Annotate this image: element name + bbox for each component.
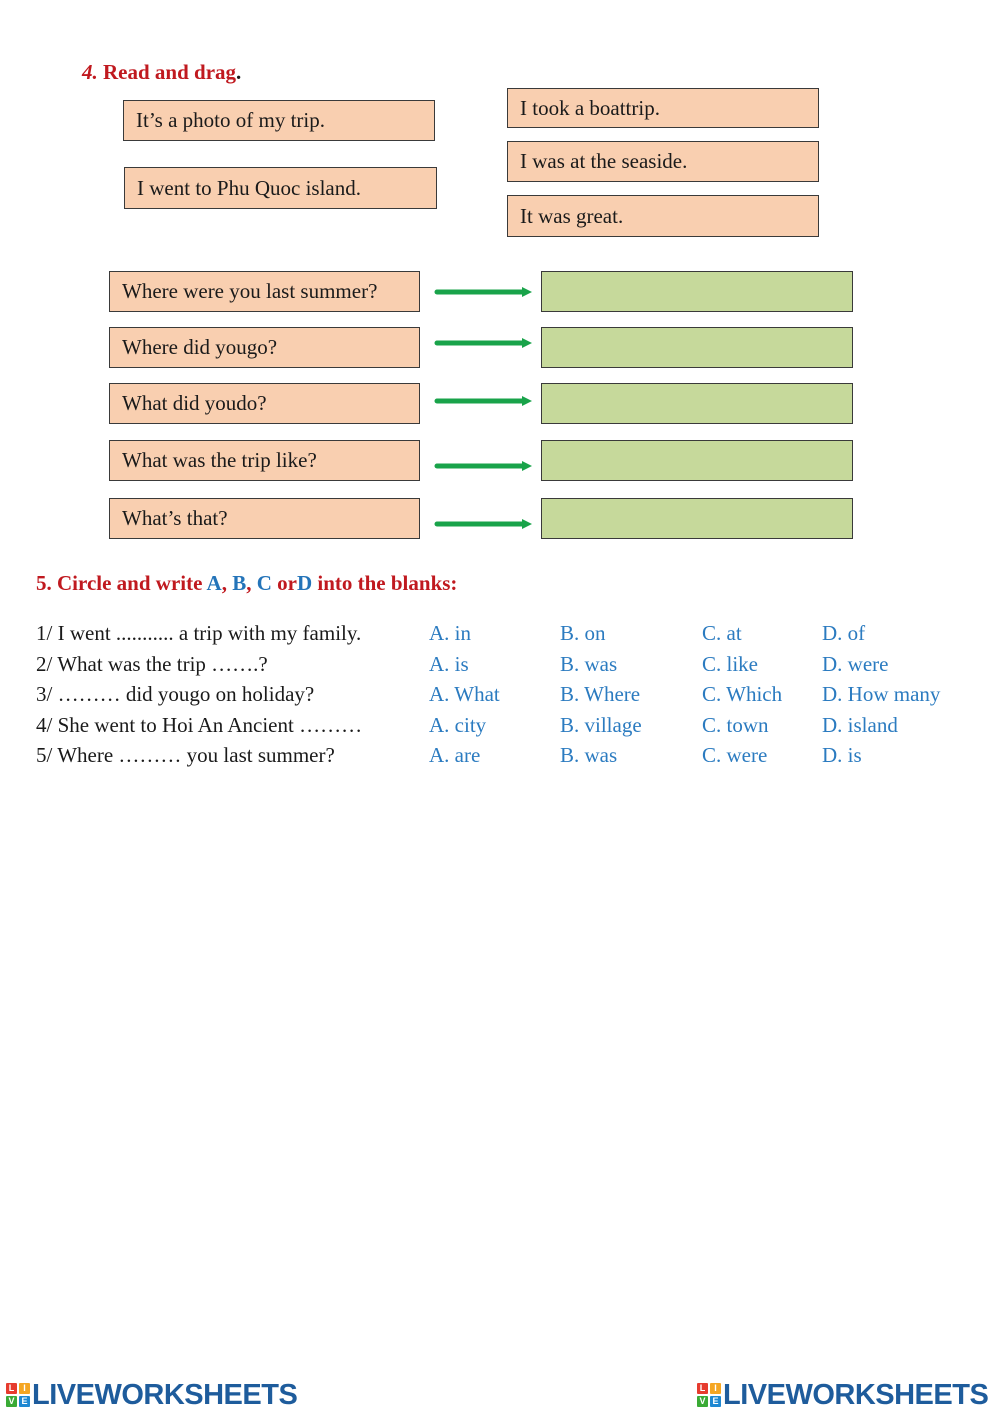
logo-letter: E <box>19 1396 30 1407</box>
arrow-icon <box>434 394 534 408</box>
mc-option-d[interactable]: D. island <box>822 713 898 737</box>
drop-zone-1[interactable] <box>541 271 853 312</box>
drag-option-label: I was at the seaside. <box>520 149 688 173</box>
mc-option-a[interactable]: A. What <box>429 682 500 706</box>
letter-c: C <box>256 571 272 595</box>
drag-option-label: I took a boattrip. <box>520 95 660 120</box>
mc-option-d[interactable]: D. of <box>822 621 866 645</box>
drag-option-label: It was great. <box>520 203 624 228</box>
question-label: What was the trip like? <box>122 448 317 472</box>
section-5-title-start: 5. Circle and write <box>36 571 207 595</box>
drop-zone-3[interactable] <box>541 383 853 424</box>
mc-question-1: 1/ I went ........... a trip with my family. <box>36 621 362 645</box>
comma: , <box>246 571 257 595</box>
mc-option-b[interactable]: B. was <box>560 652 618 676</box>
mc-question-5: 5/ Where ……… you last summer? <box>36 743 335 767</box>
mc-option-b[interactable]: B. was <box>560 743 618 767</box>
liveworksheets-logo-right <box>697 1378 988 1412</box>
drop-zone-5[interactable] <box>541 498 853 539</box>
question-box-1 <box>109 271 420 312</box>
logo-text: LIVEWORKSHEETS <box>723 1378 989 1411</box>
mc-option-d[interactable]: D. is <box>822 743 862 767</box>
mc-option-b[interactable]: B. on <box>560 621 606 645</box>
question-label: Where were you last summer? <box>122 279 378 303</box>
mc-option-a[interactable]: A. in <box>429 621 471 645</box>
logo-letter: L <box>697 1383 708 1394</box>
question-label: What did youdo? <box>122 391 267 415</box>
arrow-icon <box>434 285 534 299</box>
logo-letter: V <box>697 1396 708 1407</box>
mc-question-4: 4/ She went to Hoi An Ancient ……… <box>36 713 363 737</box>
logo-letter: I <box>710 1383 721 1394</box>
mc-option-a[interactable]: A. are <box>429 743 481 767</box>
mc-question-3: 3/ ……… did yougo on holiday? <box>36 682 315 706</box>
mc-option-a[interactable]: A. is <box>429 652 469 676</box>
mc-option-d[interactable]: D. were <box>822 652 889 676</box>
arrow-icon <box>434 336 534 350</box>
comma: , <box>221 571 233 595</box>
section-5-heading <box>36 571 457 596</box>
drag-option-seaside[interactable] <box>507 141 819 182</box>
mc-option-a[interactable]: A. city <box>429 713 487 737</box>
section-5-title-end: into the blanks: <box>312 571 458 595</box>
section-4-heading <box>82 60 241 85</box>
section-4-number: 4. <box>82 60 98 84</box>
logo-letter: V <box>6 1396 17 1407</box>
mc-option-c[interactable]: C. like <box>702 652 758 676</box>
mc-option-c[interactable]: C. town <box>702 713 769 737</box>
logo-letter: I <box>19 1383 30 1394</box>
section-4-period: . <box>236 60 242 84</box>
drag-option-label: It’s a photo of my trip. <box>136 108 325 132</box>
mc-option-c[interactable]: C. at <box>702 621 742 645</box>
mc-option-c[interactable]: C. Which <box>702 682 783 706</box>
question-label: Where did yougo? <box>122 335 278 359</box>
question-box-5 <box>109 498 420 539</box>
drag-option-label: I went to Phu Quoc island. <box>137 175 361 200</box>
letter-a: A <box>206 571 222 595</box>
logo-letter: L <box>6 1383 17 1394</box>
logo-letter: E <box>710 1396 721 1407</box>
letter-d: D <box>296 571 313 595</box>
word-or: or <box>271 571 297 595</box>
logo-mark-icon <box>697 1383 721 1407</box>
drag-option-great[interactable] <box>507 195 819 237</box>
liveworksheets-logo-left <box>6 1378 297 1412</box>
arrow-icon <box>434 517 534 531</box>
mc-question-2: 2/ What was the trip …….? <box>36 652 268 676</box>
drag-option-photo[interactable] <box>123 100 435 141</box>
question-box-4 <box>109 440 420 481</box>
drag-option-boat-trip[interactable] <box>507 88 819 128</box>
letter-b: B <box>232 571 247 595</box>
mc-option-b[interactable]: B. village <box>560 713 642 737</box>
question-label: What’s that? <box>122 506 228 530</box>
section-4-title: Read and drag <box>103 60 237 84</box>
question-box-2 <box>109 327 420 368</box>
mc-option-b[interactable]: B. Where <box>560 682 641 706</box>
drop-zone-2[interactable] <box>541 327 853 368</box>
logo-mark-icon <box>6 1383 30 1407</box>
mc-option-d[interactable]: D. How many <box>822 682 941 706</box>
mc-option-c[interactable]: C. were <box>702 743 768 767</box>
drop-zone-4[interactable] <box>541 440 853 481</box>
question-box-3 <box>109 383 420 424</box>
arrow-icon <box>434 459 534 473</box>
logo-text: LIVEWORKSHEETS <box>32 1378 298 1411</box>
drag-option-phu-quoc[interactable] <box>124 167 437 209</box>
